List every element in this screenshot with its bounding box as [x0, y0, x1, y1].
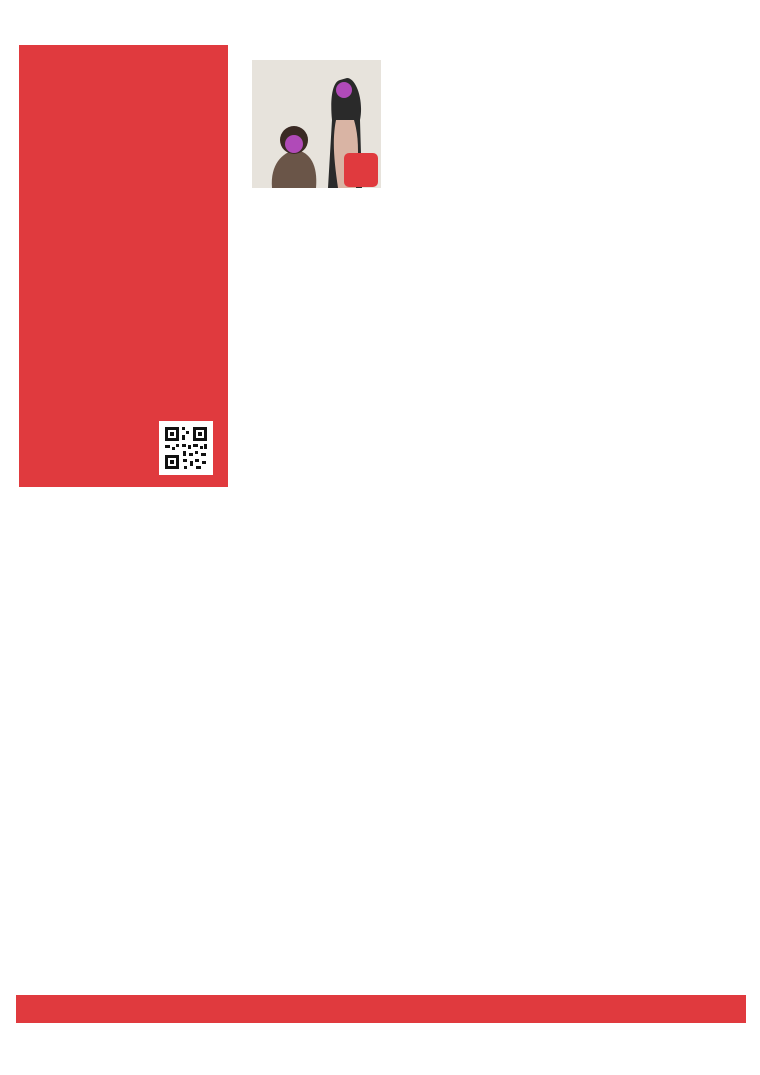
- logo-dot: [678, 78, 695, 95]
- number-one-badge: [344, 153, 378, 187]
- logo-dot: [655, 68, 672, 85]
- logo-dot: [700, 90, 717, 107]
- footer-bar: [16, 995, 746, 1023]
- logo-dot: [655, 112, 672, 129]
- qr-code[interactable]: [159, 421, 213, 475]
- logo-dot: [678, 100, 695, 117]
- logo-dot: [655, 90, 672, 107]
